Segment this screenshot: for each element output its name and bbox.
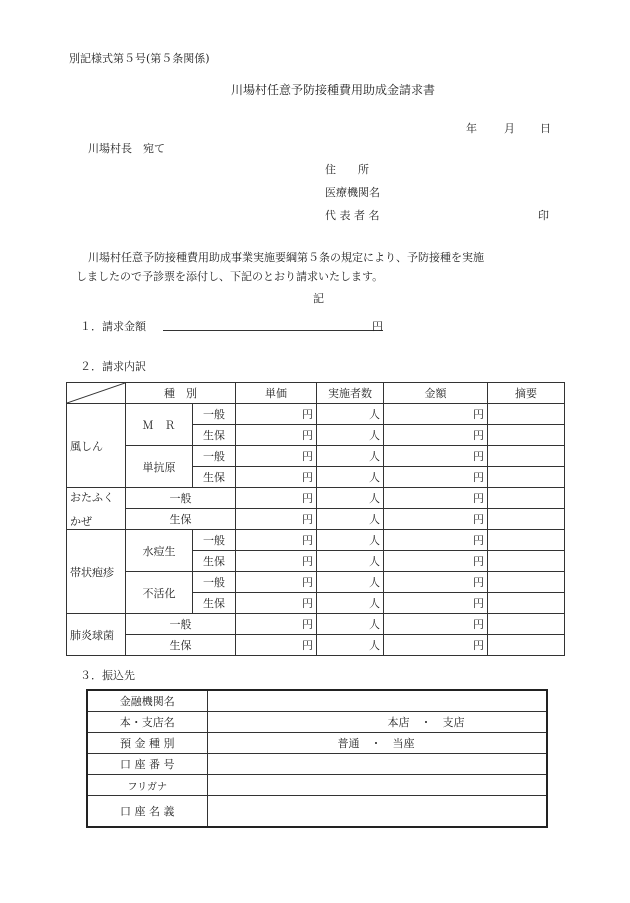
amount-underline[interactable] (163, 330, 383, 331)
type-ippan: 一般 (126, 488, 236, 509)
header-count: 実施者数 (317, 383, 384, 404)
bank-account-name-field[interactable] (207, 796, 547, 828)
bank-institution-field[interactable] (207, 690, 547, 712)
remarks-cell[interactable] (488, 593, 565, 614)
count-cell[interactable]: 人 (317, 593, 384, 614)
category-otafuku (67, 488, 126, 530)
type-seiho: 生保 (193, 467, 236, 488)
bank-row (87, 712, 547, 733)
representative-label: 代 表 者 名 (325, 209, 380, 222)
addressee: 川場村長 宛て (88, 142, 165, 155)
breakdown-table (66, 382, 565, 656)
remarks-cell[interactable] (488, 530, 565, 551)
table-row (67, 404, 565, 425)
count-cell[interactable]: 人 (317, 467, 384, 488)
unit-price-cell[interactable]: 円 (236, 530, 317, 551)
subcategory-mr: Ｍ Ｒ (126, 404, 193, 446)
type-ippan: 一般 (126, 614, 236, 635)
count-cell[interactable]: 人 (317, 488, 384, 509)
bank-account-number-label: 口 座 番 号 (87, 754, 207, 775)
type-seiho: 生保 (193, 551, 236, 572)
bank-account-number-field[interactable] (207, 754, 547, 775)
table-row (67, 572, 565, 593)
type-ippan: 一般 (193, 404, 236, 425)
count-cell[interactable]: 人 (317, 404, 384, 425)
bank-deposit-type-field[interactable] (207, 733, 547, 754)
type-seiho: 生保 (126, 509, 236, 530)
amount-cell[interactable]: 円 (384, 551, 488, 572)
count-cell[interactable]: 人 (317, 572, 384, 593)
unit-price-cell[interactable]: 円 (236, 593, 317, 614)
type-ippan: 一般 (193, 572, 236, 593)
amount-cell[interactable]: 円 (384, 572, 488, 593)
amount-cell[interactable]: 円 (384, 488, 488, 509)
table-row (67, 488, 565, 509)
count-cell[interactable]: 人 (317, 425, 384, 446)
count-cell[interactable]: 人 (317, 509, 384, 530)
subcategory-tankougen: 単抗原 (126, 446, 193, 488)
remarks-cell[interactable] (488, 572, 565, 593)
category-fuushin: 風しん (67, 404, 126, 488)
bank-furigana-field[interactable] (207, 775, 547, 796)
bank-deposit-type-label: 預 金 種 別 (87, 733, 207, 754)
remarks-cell[interactable] (488, 467, 565, 488)
diagonal-header-cell (67, 383, 126, 404)
amount-cell[interactable]: 円 (384, 446, 488, 467)
category-taijo: 帯状疱疹 (67, 530, 126, 614)
bank-table (86, 689, 548, 828)
date-year: 年 (466, 122, 477, 135)
unit-price-cell[interactable]: 円 (236, 614, 317, 635)
bank-institution-label: 金融機関名 (87, 690, 207, 712)
unit-price-cell[interactable]: 円 (236, 404, 317, 425)
bank-branch-value: 本店 ・ 支店 (387, 716, 465, 729)
bank-furigana-label: フリガナ (87, 775, 207, 796)
bank-row (87, 754, 547, 775)
amount-cell[interactable]: 円 (384, 467, 488, 488)
bank-row (87, 796, 547, 828)
subcategory-suitousei: 水痘生 (126, 530, 193, 572)
remarks-cell[interactable] (488, 404, 565, 425)
remarks-cell[interactable] (488, 551, 565, 572)
bank-deposit-type-value: 普通 ・ 当座 (337, 737, 415, 750)
subcategory-fukatsuka: 不活化 (126, 572, 193, 614)
type-seiho: 生保 (193, 593, 236, 614)
institution-label: 医療機関名 (325, 186, 380, 199)
otafuku-line2: かぜ (70, 514, 92, 528)
type-seiho: 生保 (193, 425, 236, 446)
amount-cell[interactable]: 円 (384, 425, 488, 446)
bank-row (87, 690, 547, 712)
unit-price-cell[interactable]: 円 (236, 635, 317, 656)
remarks-cell[interactable] (488, 488, 565, 509)
table-row (67, 509, 565, 530)
bank-account-name-label: 口 座 名 義 (87, 796, 207, 828)
seal-mark: 印 (538, 209, 549, 222)
category-haien: 肺炎球菌 (67, 614, 126, 656)
amount-unit: 円 (372, 320, 383, 333)
remarks-cell[interactable] (488, 635, 565, 656)
bank-branch-label: 本・支店名 (87, 712, 207, 733)
amount-cell[interactable]: 円 (384, 593, 488, 614)
body-text-line2: しましたので予診票を添付し、下記のとおり請求いたします。 (76, 270, 384, 283)
body-text-line1: 川場村任意予防接種費用助成事業実施要綱第５条の規定により、予防接種を実施 (88, 251, 484, 264)
diagonal-line (67, 383, 125, 403)
remarks-cell[interactable] (488, 614, 565, 635)
count-cell[interactable]: 人 (317, 635, 384, 656)
table-row (67, 446, 565, 467)
bank-branch-field[interactable] (207, 712, 547, 733)
unit-price-cell[interactable]: 円 (236, 425, 317, 446)
ki-heading: 記 (313, 292, 324, 305)
amount-cell[interactable]: 円 (384, 404, 488, 425)
date-day: 日 (540, 122, 551, 135)
header-amount: 金額 (384, 383, 488, 404)
amount-cell[interactable]: 円 (384, 635, 488, 656)
unit-price-cell[interactable]: 円 (236, 551, 317, 572)
count-cell[interactable]: 人 (317, 446, 384, 467)
remarks-cell[interactable] (488, 446, 565, 467)
section2-label: ２．請求内訳 (80, 360, 146, 373)
section1-label: １．請求金額 (80, 320, 146, 333)
form-number: 別記様式第５号(第５条関係) (69, 52, 210, 65)
unit-price-cell[interactable]: 円 (236, 467, 317, 488)
unit-price-cell[interactable]: 円 (236, 446, 317, 467)
type-seiho: 生保 (126, 635, 236, 656)
table-header-row (67, 383, 565, 404)
amount-cell[interactable]: 円 (384, 509, 488, 530)
count-cell[interactable]: 人 (317, 551, 384, 572)
unit-price-cell[interactable]: 円 (236, 509, 317, 530)
address-label: 住 所 (325, 163, 369, 176)
remarks-cell[interactable] (488, 509, 565, 530)
bank-row (87, 775, 547, 796)
header-type: 種 別 (126, 383, 236, 404)
table-row (67, 635, 565, 656)
remarks-cell[interactable] (488, 425, 565, 446)
unit-price-cell[interactable]: 円 (236, 572, 317, 593)
date-month: 月 (504, 122, 515, 135)
table-row (67, 614, 565, 635)
header-remarks: 摘要 (488, 383, 565, 404)
type-ippan: 一般 (193, 530, 236, 551)
document-title: 川場村任意予防接種費用助成金請求書 (231, 83, 436, 97)
section3-label: ３．振込先 (80, 669, 135, 682)
type-ippan: 一般 (193, 446, 236, 467)
amount-cell[interactable]: 円 (384, 614, 488, 635)
bank-row (87, 733, 547, 754)
header-unit-price: 単価 (236, 383, 317, 404)
unit-price-cell[interactable]: 円 (236, 488, 317, 509)
count-cell[interactable]: 人 (317, 614, 384, 635)
otafuku-line1: おたふく (70, 490, 114, 504)
table-row (67, 530, 565, 551)
count-cell[interactable]: 人 (317, 530, 384, 551)
amount-cell[interactable]: 円 (384, 530, 488, 551)
